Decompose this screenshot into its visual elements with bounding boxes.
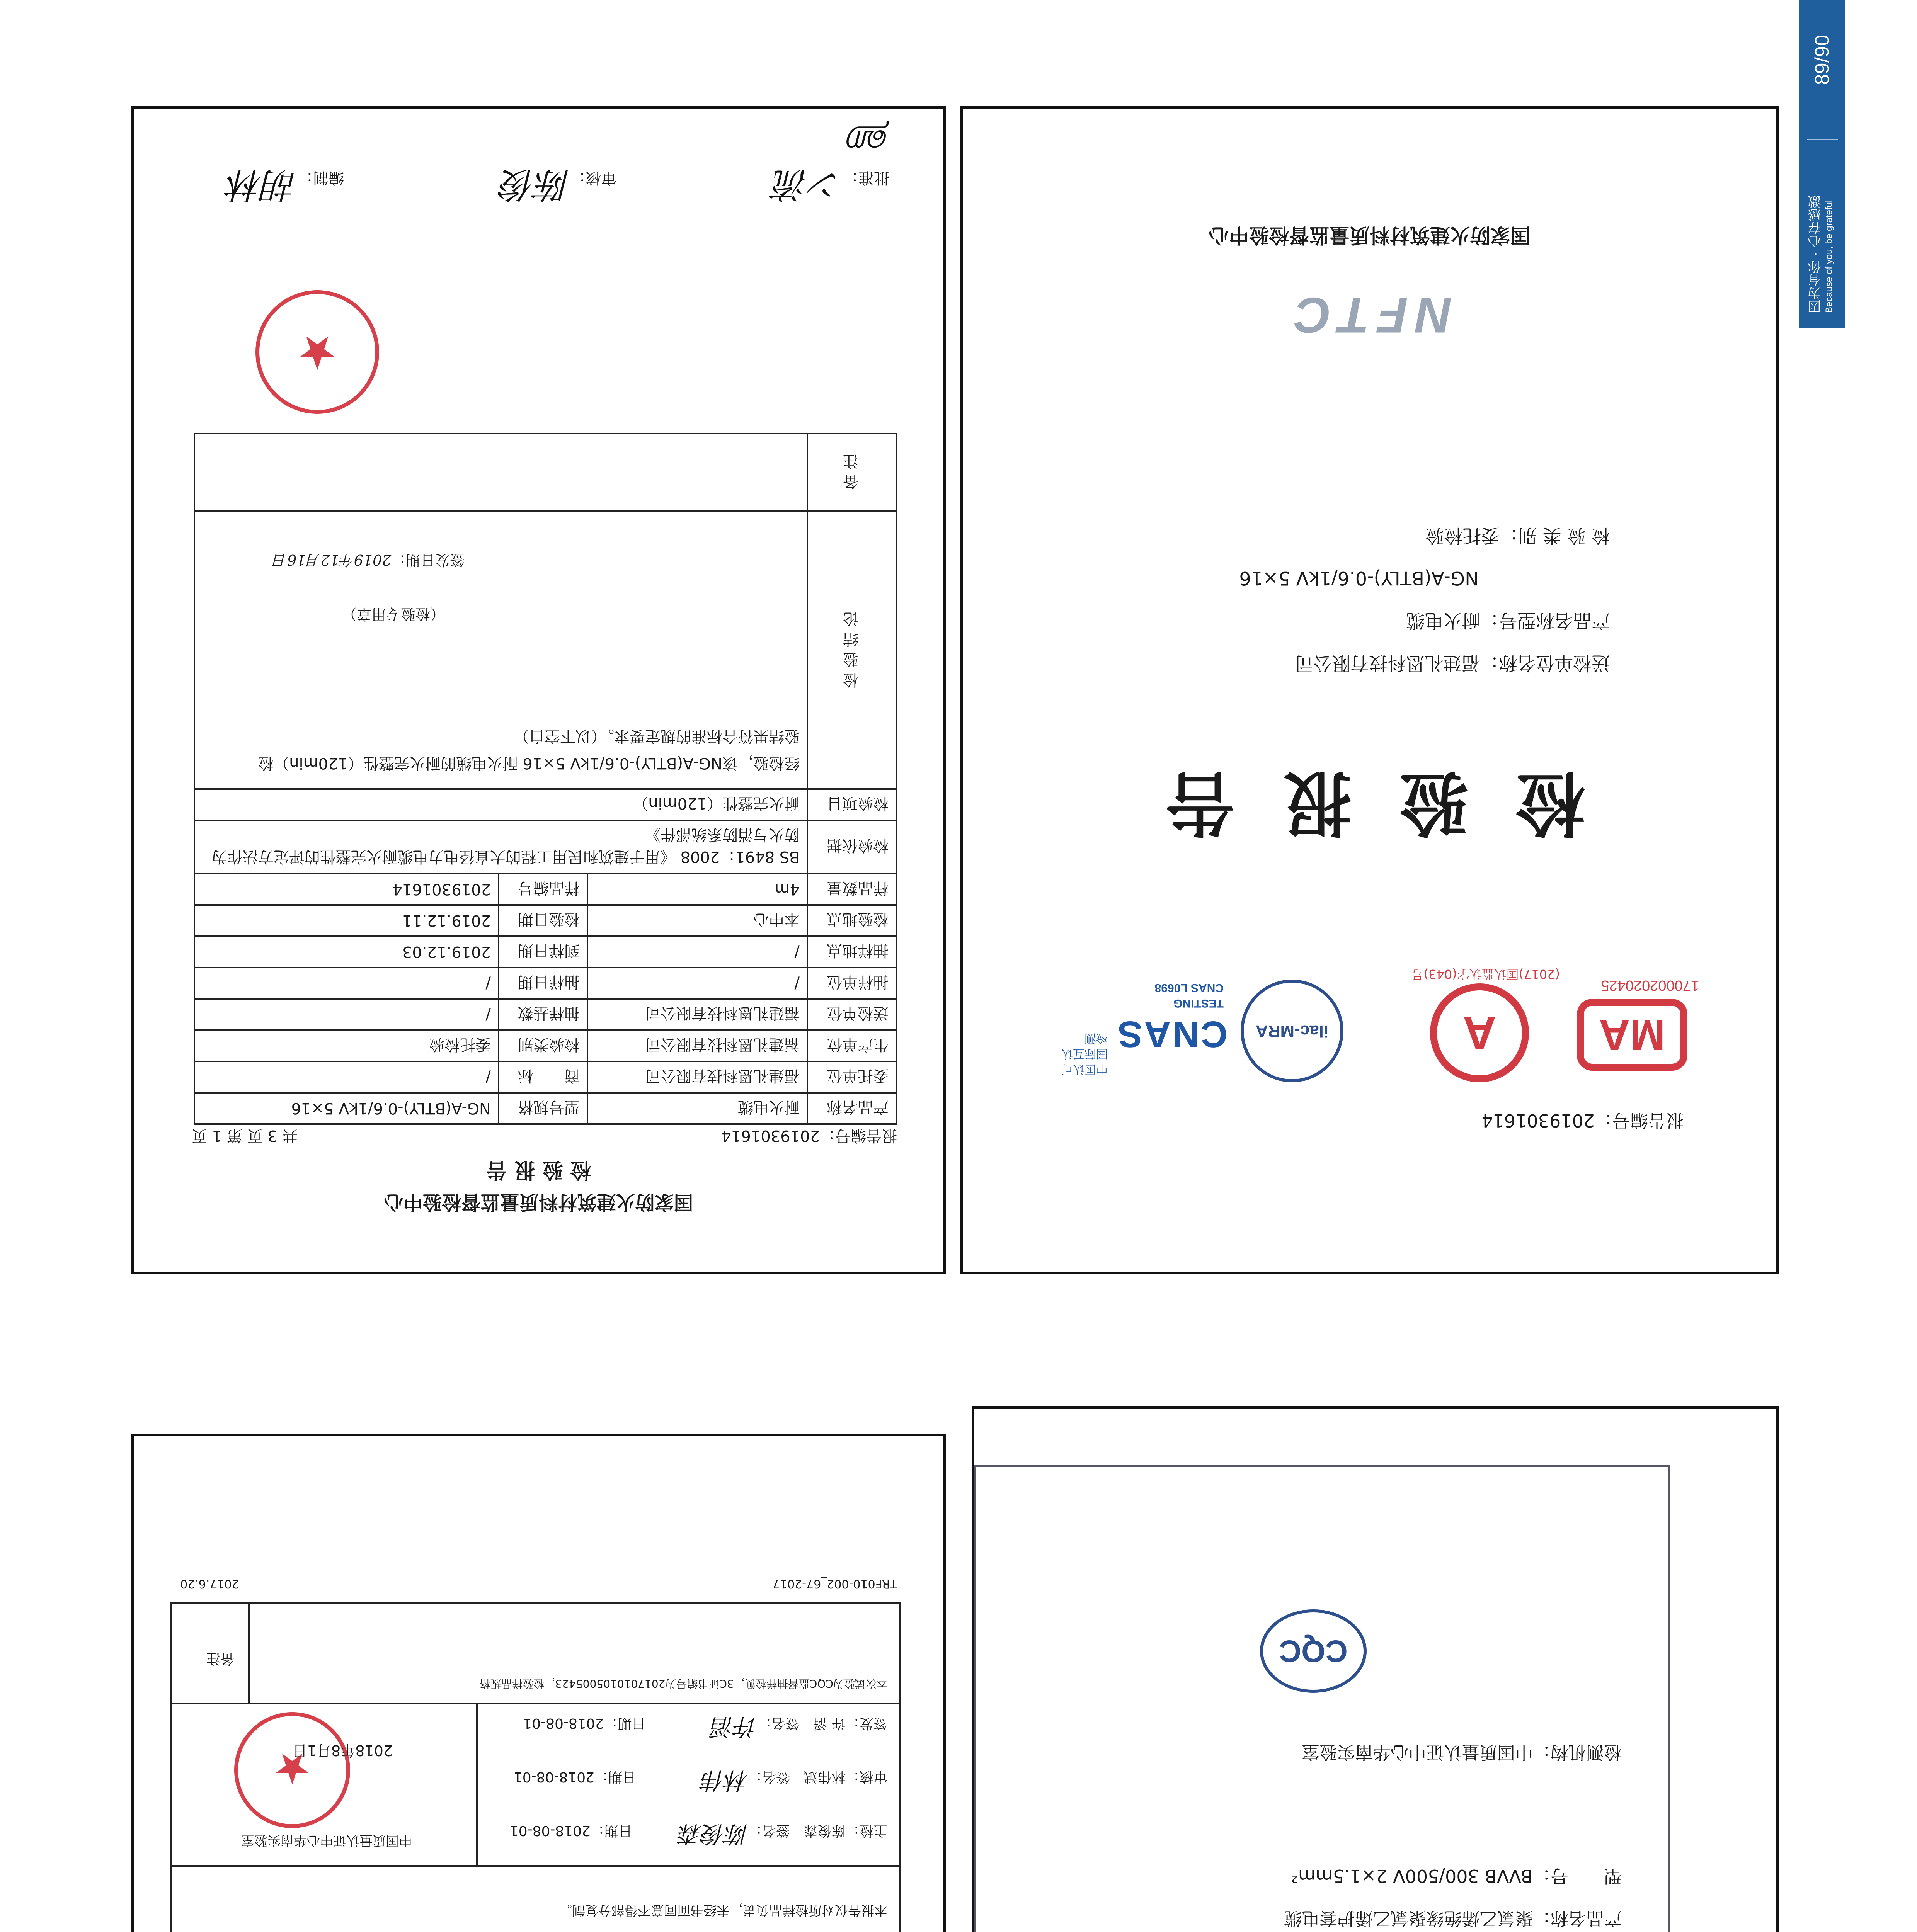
side-tab (1799, 0, 1845, 328)
sign-date: 签发日期：2019年12月16日 (272, 551, 465, 568)
report-detail-page-info: 共 3 页 第 1 页 (192, 1127, 298, 1145)
remark-text: 本次试验为CQC监督抽样检测，3C证书编号为2017010105005423，检验样品规格 (479, 1677, 887, 1690)
report-cover-page (960, 106, 1779, 1274)
report-detail-center: 国家防火建筑材料质量监督检验中心 (384, 1191, 693, 1214)
page-number: 89/90 (1811, 35, 1834, 85)
table-row: 检 验 结 论 经检验，该NG-A(BTLY)-0.6/1kV 5×16 耐火电缆的耐火完整性（120min）检 验结果符合标准的规定要求。（以下空白） （检验专用章） 签发日期：2019年12月16日 (194, 511, 896, 789)
footer-form-code: TRF010-002_67-2017 (772, 1577, 897, 1590)
slogan-cn: 因为有你 · 心存感激 (1808, 195, 1823, 313)
report-detail-no: 报告编号：2019301614 (721, 1127, 897, 1145)
table-row: 委托单位 福建礼恩科技有限公司 商 标 / (194, 1061, 896, 1093)
ccc-model: 型 号：BVVB 300/500V 2×1.5mm² (1291, 1866, 1622, 1886)
ma-number: 170002020425 (1601, 977, 1699, 993)
report-cover-center: 国家防火建筑材料质量监督检验中心 (1209, 223, 1531, 247)
tab-divider (1807, 139, 1838, 140)
info-row-type: 检 验 类 别：委托检验 (1425, 525, 1610, 546)
ccc-lab: 检测机构：中国质量认证中心华南实验室 (1302, 1742, 1622, 1763)
conclusion-text: 经检验，该NG-A(BTLY)-0.6/1kV 5×16 耐火电缆的耐火完整性（120min）检 验结果符合标准的规定要求。（以下空白） (258, 727, 800, 772)
table-row: 生产单位 福建礼恩科技有限公司 检验类别 委托检验 (194, 1030, 896, 1061)
table-row: 样品数量 4m 样品编号 2019301614 (194, 874, 896, 905)
review-signature: 陈俊 (501, 164, 570, 205)
table-row: 抽样地点 / 到样日期 2019.12.03 (194, 936, 896, 968)
slogan-en: Because of you, be grateful (1824, 200, 1834, 313)
info-row-unit: 送检单位名称：福建礼恩科技有限公司 (1294, 652, 1610, 674)
ma-logo: MA (1577, 999, 1687, 1071)
issue-row: 签发：许 滔 签名：许滔日期：2018-08-01 (523, 1713, 887, 1740)
table-row: 检验项目 耐火完整性（120min） (194, 789, 896, 820)
audit-signature: 林伟 (701, 1767, 748, 1794)
signature-row: 批准：ン流 审核：陈俊 编制：胡林ஹ (228, 122, 889, 205)
cal-number: (2017)国认监认字(043)号 (1411, 967, 1560, 981)
nftc-logo: NFTC (1287, 287, 1452, 344)
seal-star-icon: ★ (296, 325, 338, 379)
report-detail-page (131, 106, 946, 1274)
sampling-seal-star-icon: ★ (273, 1744, 312, 1793)
sampling-signatures (510, 1698, 887, 1859)
main-test-signature: 陈俊森 (678, 1820, 748, 1847)
info-row-product: 产品名称型号：耐火电缆 (1406, 610, 1610, 631)
remark-label: 备注 (206, 1651, 234, 1667)
table-row: 抽样单位 / 抽样日期 / (194, 968, 896, 999)
sampling-report-page (131, 1434, 946, 1932)
info-row-model: NG-A(BTLY)-0.6/1kV 5×16 (1239, 567, 1479, 589)
stamp-date: 2018年8月1日 (292, 1742, 393, 1759)
ccc-product: 产品名称：聚氯乙烯绝缘聚氯乙烯护套电缆 (1284, 1908, 1622, 1929)
table-row: 检验依据 BS 8491：2008 《用于建筑和民用工程的大直径电力电缆耐火完整性的评定方法作为防火与消防系统部件》 (194, 820, 896, 874)
inspection-stamp-label: （检验专用章） (342, 605, 445, 622)
footer-date: 2017.6.20 (180, 1577, 239, 1590)
sampling-red-seal (234, 1712, 350, 1828)
main-test-row: 主检：陈俊森 签名：陈俊森日期：2018-08-01 (509, 1820, 887, 1847)
cnas-cn-text: 中国认可 国际互认 检测 (1061, 1031, 1108, 1076)
report-detail-rows (194, 434, 896, 1124)
table-row: 检验地点 本中心 检验日期 2019.12.11 (194, 905, 896, 936)
report-detail-table (194, 433, 897, 1125)
table-row: 备 注 (194, 434, 896, 511)
issue-signature: 许滔 (711, 1713, 758, 1740)
ilac-mra-logo: ilac-MRA (1241, 980, 1343, 1082)
ccc-cover-page (972, 1406, 1779, 1932)
report-detail-title: 检 验 报 告 (486, 1158, 591, 1183)
report-cover-report-no: 报告编号：2019301614 (1481, 1110, 1684, 1131)
table-row: 产品名称 耐火电缆 型号规格 NG-A(BTLY)-0.6/1kV 5×16 (194, 1093, 896, 1124)
cal-logo: A (1430, 983, 1529, 1082)
report-cover-title: 检 验 报 告 (1153, 762, 1586, 844)
edit-signature: 胡林ஹ (228, 122, 889, 205)
cnas-en-text: TESTING CNAS L0698 (1154, 981, 1224, 1010)
cnas-logo: CNAS (1116, 1014, 1227, 1055)
cqc-logo: CQC (1260, 1609, 1367, 1693)
report-cover-info (1239, 514, 1610, 684)
table-row: 送检单位 福建礼恩科技有限公司 抽样基数 / (194, 999, 896, 1030)
approve-signature: ン流 (773, 164, 843, 205)
sampling-frame (170, 1602, 901, 1932)
ccc-inner-border (974, 1465, 1670, 1932)
red-seal (255, 290, 379, 414)
audit-row: 审核：林伟斌 签名：林伟日期：2018-08-01 (513, 1767, 887, 1794)
sampling-statement: 本报告仅对所检样品负责，未经书面同意不得部分复制。 (559, 1902, 887, 1918)
stamp-org: 中国质量认证中心华南实验室 (241, 1833, 412, 1848)
